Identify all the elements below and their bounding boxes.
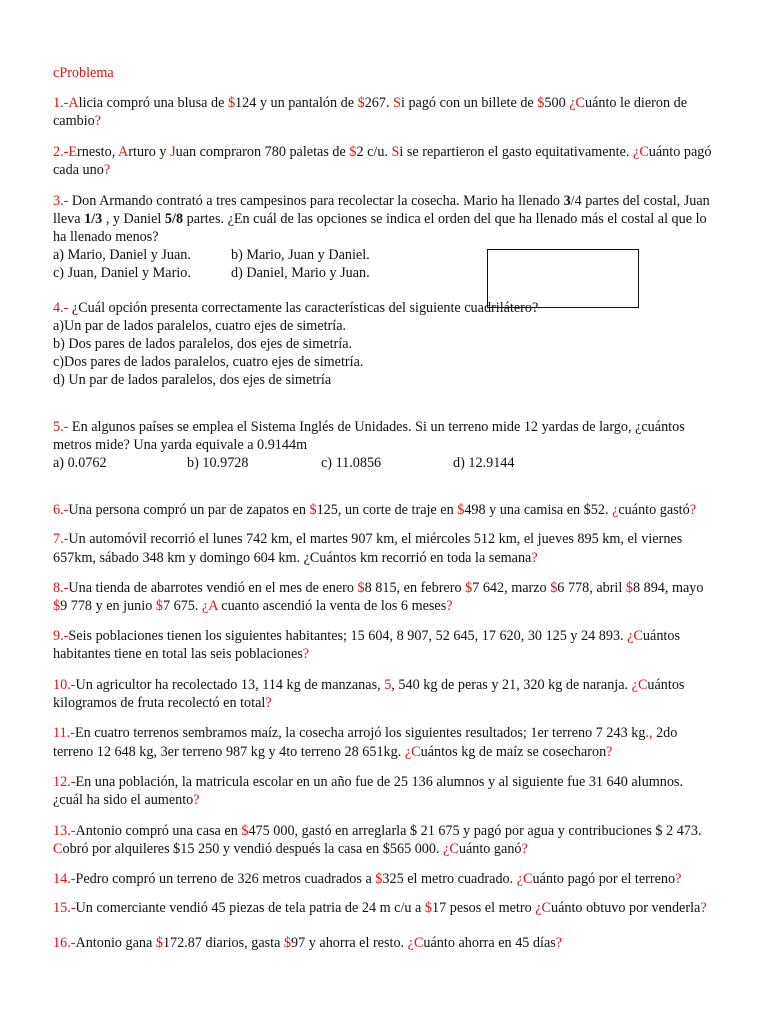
problem-7-line-1: 7.-Un automóvil recorrió el lunes 742 km, el martes 907 km, el miércoles 512 km, el jueves 895 km, el viernes [53, 531, 683, 547]
problem-5-option-c: c) 11.0856 [321, 455, 382, 471]
problem-9-line-2: habitantes tiene en total las seis poblaciones? [53, 646, 310, 662]
problem-9-line-1: 9.-Seis poblaciones tienen los siguientes habitantes; 15 604, 8 907, 52 645, 17 620, 30 125 y 24 893. ¿Cuántos [53, 628, 680, 644]
problem-5-option-d: d) 12.9144 [453, 455, 515, 471]
problem-1-line-1: 1.-Alicia compró una blusa de $124 y un pantalón de $267. Si pagó con un billete de $500 ¿Cuánto le dieron de [53, 95, 688, 111]
problem-3-option-a: a) Mario, Daniel y Juan. [53, 247, 191, 263]
problem-4-option-b: b) Dos pares de lados paralelos, dos ejes de simetría. [53, 336, 353, 352]
problem-4-line-1: 4.- ¿Cuál opción presenta correctamente las características del siguiente cuadrilátero? [53, 300, 539, 316]
problem-16-line-1: 16.-Antonio gana $172.87 diarios, gasta $97 y ahorra el resto. ¿Cuánto ahorra en 45 días? [53, 935, 563, 951]
problem-10-line-2: kilogramos de fruta recolectó en total? [53, 695, 272, 711]
problem-12-line-1: 12.-En una población, la matricula escolar en un año fue de 25 136 alumnos y al siguiente fue 31 640 alumnos. [53, 774, 684, 790]
problem-3-line-3: ha llenado menos? [53, 229, 159, 245]
problem-10-line-1: 10.-Un agricultor ha recolectado 13, 114 kg de manzanas, 5, 540 kg de peras y 21, 320 kg de naranja. ¿Cuántos [53, 677, 685, 693]
problem-4-option-d: d) Un par de lados paralelos, dos ejes de simetría [53, 372, 332, 388]
problem-5-option-b: b) 10.9728 [187, 455, 249, 471]
problem-5-option-a: a) 0.0762 [53, 455, 107, 471]
problem-3-option-b: b) Mario, Juan y Daniel. [231, 247, 370, 263]
problem-11-line-2: terreno 12 648 kg, 3er terreno 987 kg y 4to terreno 28 651kg. ¿Cuántos kg de maíz se cosecharon? [53, 744, 613, 760]
problem-11-line-1: 11.-En cuatro terrenos sembramos maíz, la cosecha arrojó los siguientes resultados; 1er terreno 7 243 kg., 2do [53, 725, 678, 741]
problem-14-line-1: 14.-Pedro compró un terreno de 326 metros cuadrados a $325 el metro cuadrado. ¿Cuánto pagó por el terreno? [53, 871, 682, 887]
problem-4-option-a: a)Un par de lados paralelos, cuatro ejes de simetría. [53, 318, 347, 334]
problem-13-line-2: Cobró por alquileres $15 250 y vendió después la casa en $565 000. ¿Cuánto ganó? [53, 841, 528, 857]
problem-2-line-2: cada uno? [53, 162, 111, 178]
problem-12-line-2: ¿cuál ha sido el aumento? [53, 792, 200, 808]
problem-1-line-2: cambio? [53, 113, 102, 129]
problem-8-line-2: $9 778 y en junio $7 675. ¿A cuanto ascendió la venta de los 6 meses? [53, 598, 453, 614]
problem-3-option-c: c) Juan, Daniel y Mario. [53, 265, 191, 281]
problem-6-line-1: 6.-Una persona compró un par de zapatos en $125, un corte de traje en $498 y una camisa en $52. ¿cuánto gastó? [53, 502, 696, 518]
problem-3-option-d: d) Daniel, Mario y Juan. [231, 265, 370, 281]
problem-15-line-1: 15.-Un comerciante vendió 45 piezas de tela patria de 24 m c/u a $17 pesos el metro ¿Cuánto obtuvo por venderla? [53, 900, 707, 916]
problem-5-line-2: metros mide? Una yarda equivale a 0.9144m [53, 437, 308, 453]
problem-3-line-1: 3.- Don Armando contrató a tres campesinos para recolectar la cosecha. Mario ha llenado 3/4 partes del costal, Juan [53, 193, 710, 209]
problem-7-line-2: 657km, sábado 348 km y domingo 604 km. ¿Cuántos km recorrió en toda la semana? [53, 550, 538, 566]
problem-3-line-2: lleva 1/3 , y Daniel 5/8 partes. ¿En cuál de las opciones se indica el orden del que ha llenado más el costal al que lo [53, 211, 707, 227]
problem-4-option-c: c)Dos pares de lados paralelos, cuatro ejes de simetría. [53, 354, 364, 370]
problem-8-line-1: 8.-Una tienda de abarrotes vendió en el mes de enero $8 815, en febrero $7 642, marzo $6 778, abril $8 894, mayo [53, 580, 704, 596]
problem-5-line-1: 5.- En algunos países se emplea el Sistema Inglés de Unidades. Si un terreno mide 12 yardas de largo, ¿cuántos [53, 419, 685, 435]
problem-2-line-1: 2.-Ernesto, Arturo y Juan compraron 780 paletas de $2 c/u. Si se repartieron el gasto equitativamente. ¿Cuánto pagó [53, 144, 712, 160]
page-title: cProblema [53, 65, 114, 81]
problem-13-line-1: 13.-Antonio compró una casa en $475 000, gastó en arreglarla $ 21 675 y pagó por agua y contribuciones $ 2 473. [53, 823, 702, 839]
